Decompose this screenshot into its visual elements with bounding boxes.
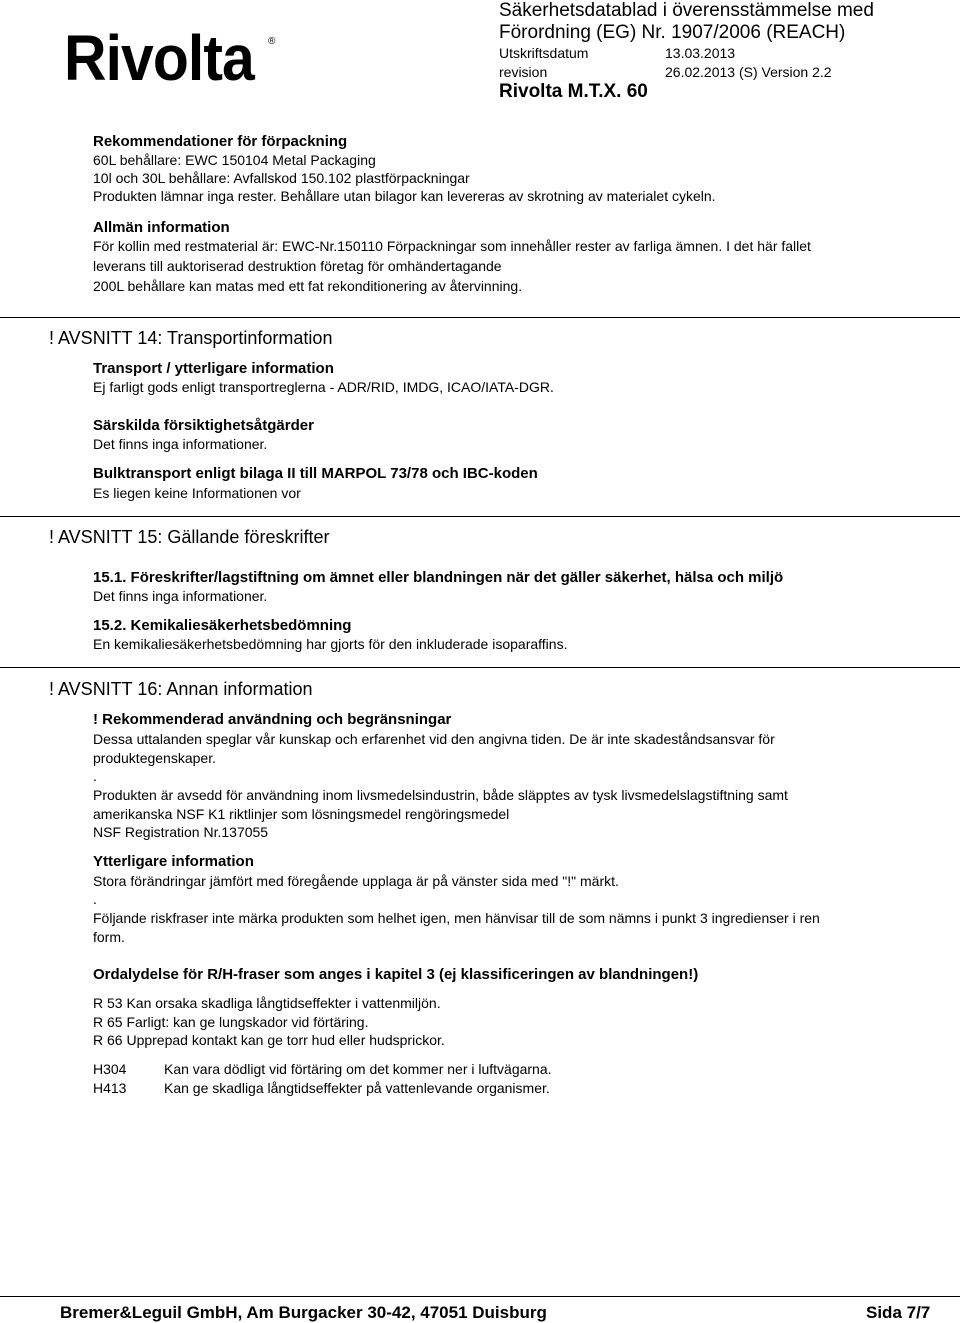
- regulations-text: Det finns inga informationer.: [93, 588, 268, 604]
- packaging-line: 60L behållare: EWC 150104 Metal Packaging: [93, 152, 376, 168]
- general-info-heading: Allmän information: [93, 219, 230, 236]
- h-phrase-code: H304: [93, 1061, 127, 1077]
- packaging-line: 10l och 30L behållare: Avfallskod 150.102 plastförpackningar: [93, 170, 470, 186]
- footer-page-number: Sida 7/7: [866, 1303, 931, 1322]
- section-divider: [0, 667, 960, 668]
- h-phrase-text: Kan ge skadliga långtidseffekter på vattenlevande organismer.: [164, 1080, 550, 1096]
- recommended-use-line: .: [93, 768, 97, 784]
- phrases-subheading: Ordalydelse för R/H-fraser som anges i kapitel 3 (ej klassificeringen av blandningen!): [93, 966, 699, 983]
- r-phrase: R 65 Farligt: kan ge lungskador vid förtäring.: [93, 1014, 369, 1030]
- transport-subheading: Transport / ytterligare information: [93, 360, 334, 377]
- section-14-title: ! AVSNITT 14: Transportinformation: [49, 328, 333, 348]
- precautions-text: Det finns inga informationer.: [93, 436, 268, 452]
- section-divider: [0, 516, 960, 517]
- chemical-safety-subheading: 15.2. Kemikaliesäkerhetsbedömning: [93, 617, 352, 634]
- recommended-use-line: Dessa uttalanden speglar vår kunskap och erfarenhet vid den angivna tiden. De är inte skadeståndsansvar för: [93, 731, 775, 747]
- doc-title-line2: Förordning (EG) Nr. 1907/2006 (REACH): [499, 22, 846, 43]
- section-16-title: ! AVSNITT 16: Annan information: [49, 679, 313, 699]
- general-info-line: 200L behållare kan matas med ett fat rekonditionering av återvinning.: [93, 278, 523, 294]
- section-15-title: ! AVSNITT 15: Gällande föreskrifter: [49, 527, 330, 547]
- recommended-use-subheading: ! Rekommenderad användning och begränsningar: [93, 711, 452, 728]
- additional-info-line: Följande riskfraser inte märka produkten som helhet igen, men hänvisar till de som nämns i punkt 3 ingredienser i ren: [93, 910, 820, 926]
- h-phrase-code: H413: [93, 1080, 127, 1096]
- company-logo: Rivolta: [64, 22, 254, 94]
- regulations-subheading: 15.1. Föreskrifter/lagstiftning om ämnet eller blandningen när det gäller säkerhet, hälsa och miljö: [93, 569, 784, 586]
- bulk-transport-subheading: Bulktransport enligt bilaga II till MARPOL 73/78 och IBC-koden: [93, 465, 538, 482]
- section-divider: [0, 317, 960, 318]
- revision-label: revision: [499, 64, 548, 80]
- footer-divider: [0, 1296, 960, 1297]
- bulk-transport-text: Es liegen keine Informationen vor: [93, 485, 301, 501]
- registered-mark: ®: [268, 36, 276, 47]
- general-info-line: leverans till auktoriserad destruktion företag för omhändertagande: [93, 258, 502, 274]
- doc-title-line1: Säkerhetsdatablad i överensstämmelse med: [499, 0, 874, 21]
- recommended-use-line: Produkten är avsedd för användning inom livsmedelsindustrin, både släpptes av tysk livsmedelslagstiftning samt: [93, 787, 788, 803]
- packaging-heading: Rekommendationer för förpackning: [93, 133, 348, 150]
- footer-company: Bremer&Leguil GmbH, Am Burgacker 30-42, 47051 Duisburg: [60, 1303, 547, 1322]
- product-name: Rivolta M.T.X. 60: [499, 81, 648, 102]
- chemical-safety-text: En kemikaliesäkerhetsbedömning har gjorts för den inkluderade isoparaffins.: [93, 636, 568, 652]
- r-phrase: R 53 Kan orsaka skadliga långtidseffekter i vattenmiljön.: [93, 995, 441, 1011]
- print-date-value: 13.03.2013: [665, 45, 736, 61]
- general-info-line: För kollin med restmaterial är: EWC-Nr.150110 Förpackningar som innehåller rester av farliga ämnen. I det här fallet: [93, 238, 811, 254]
- precautions-subheading: Särskilda försiktighetsåtgärder: [93, 417, 314, 434]
- additional-info-subheading: Ytterligare information: [93, 853, 254, 870]
- additional-info-line: Stora förändringar jämfört med föregående upplaga är på vänster sida med "!" märkt.: [93, 873, 619, 889]
- additional-info-line: form.: [93, 929, 125, 945]
- recommended-use-line: produktegenskaper.: [93, 750, 216, 766]
- transport-text: Ej farligt gods enligt transportreglerna - ADR/RID, IMDG, ICAO/IATA-DGR.: [93, 379, 554, 395]
- packaging-line: Produkten lämnar inga rester. Behållare utan bilagor kan levereras av skrotning av materialet cykeln.: [93, 188, 716, 204]
- revision-value: 26.02.2013 (S) Version 2.2: [665, 64, 832, 80]
- recommended-use-line: NSF Registration Nr.137055: [93, 824, 269, 840]
- additional-info-line: .: [93, 891, 97, 907]
- h-phrase-text: Kan vara dödligt vid förtäring om det kommer ner i luftvägarna.: [164, 1061, 552, 1077]
- r-phrase: R 66 Upprepad kontakt kan ge torr hud eller hudsprickor.: [93, 1032, 445, 1048]
- print-date-label: Utskriftsdatum: [499, 45, 589, 61]
- recommended-use-line: amerikanska NSF K1 riktlinjer som lösningsmedel rengöringsmedel: [93, 806, 510, 822]
